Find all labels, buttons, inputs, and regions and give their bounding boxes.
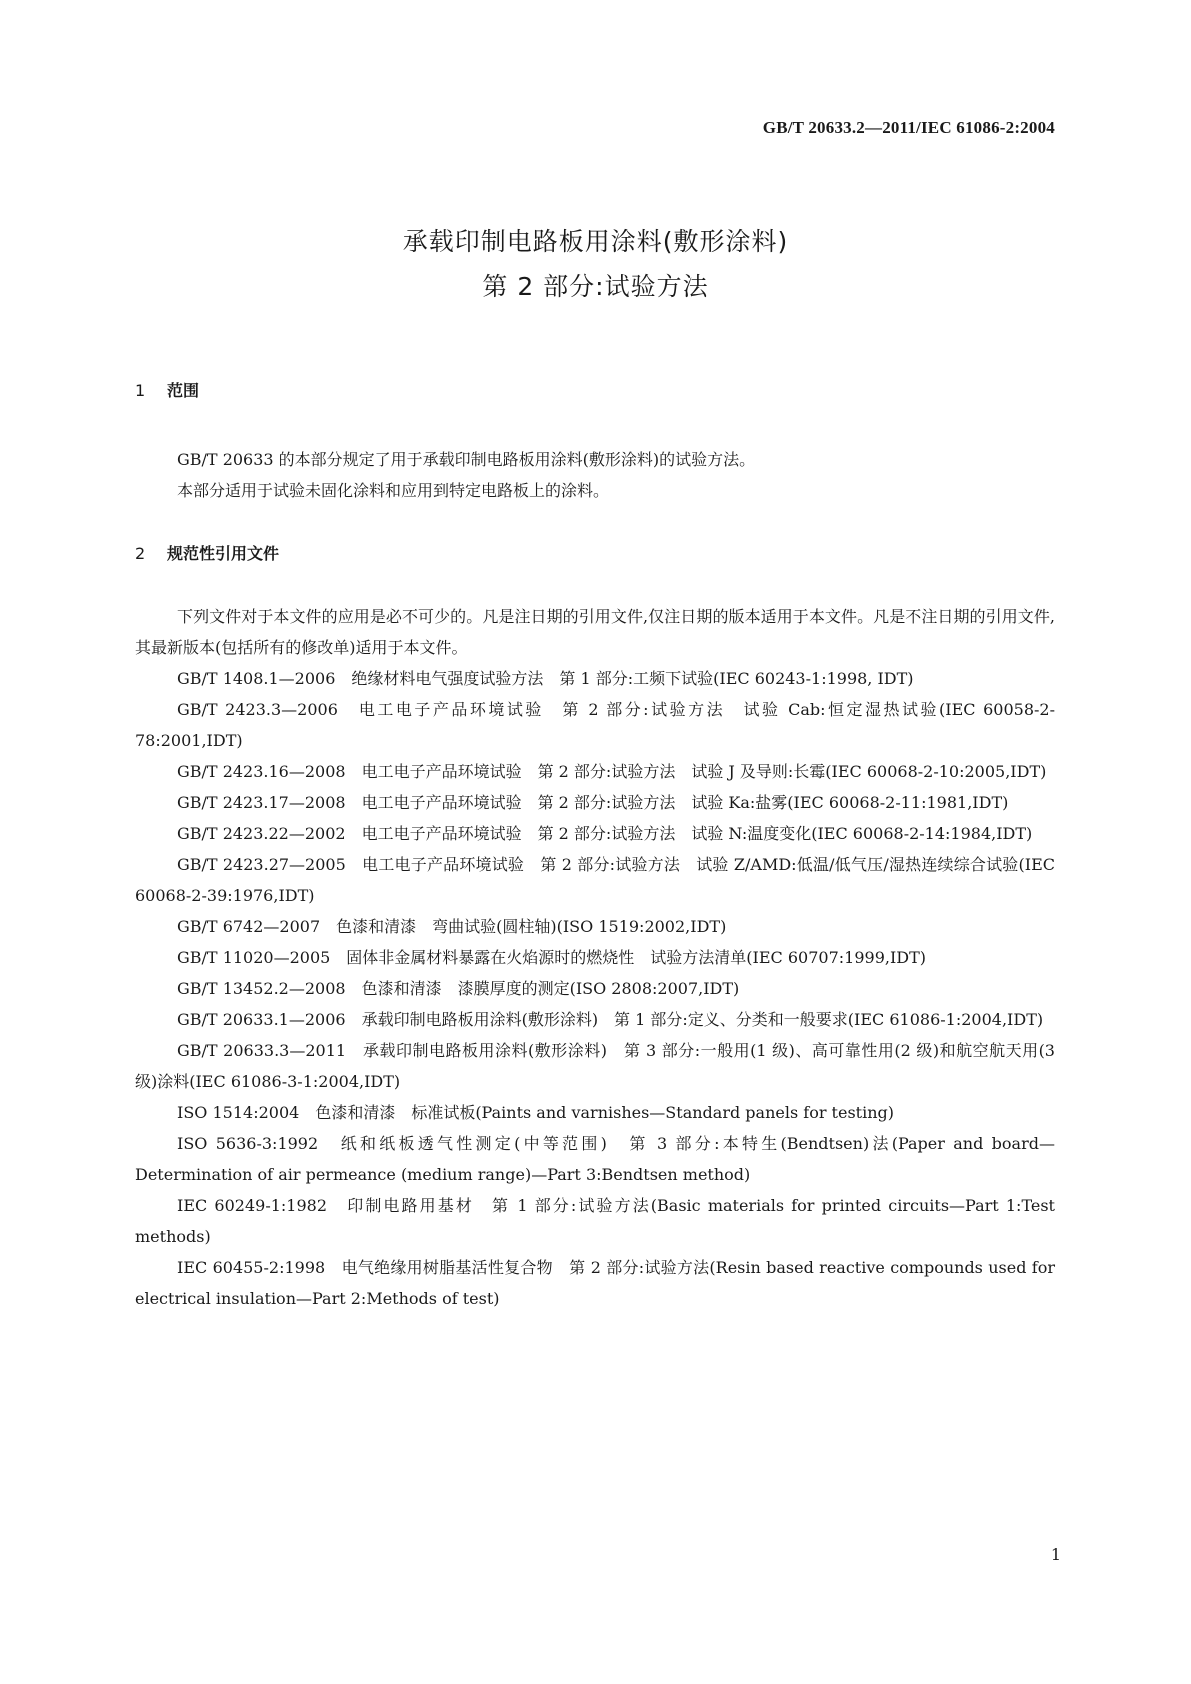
reference-item: GB/T 6742—2007 色漆和清漆 弯曲试验(圆柱轴)(ISO 1519:2002,IDT)	[177, 917, 727, 936]
document-title-line2: 第 2 部分:试验方法	[482, 272, 709, 301]
section-body-scope	[135, 444, 1055, 506]
section-heading-normative-references	[135, 541, 279, 564]
section-title: 规范性引用文件	[167, 544, 280, 563]
reference-item: IEC 60455-2:1998 电气绝缘用树脂基活性复合物 第 2 部分:试验方法(Resin based reactive compounds used for electrical insulation—Part 2:Methods of test)	[135, 1258, 1055, 1308]
section-number: 2	[135, 544, 146, 563]
reference-item: GB/T 2423.22—2002 电工电子产品环境试验 第 2 部分:试验方法 试验 N:温度变化(IEC 60068-2-14:1984,IDT)	[177, 824, 1033, 843]
section-number: 1	[135, 381, 146, 400]
standard-number: GB/T 20633.2—2011/IEC 61086-2:2004	[762, 118, 1055, 137]
reference-item: GB/T 2423.3—2006 电工电子产品环境试验 第 2 部分:试验方法 试验 Cab:恒定湿热试验(IEC 60058-2-78:2001,IDT)	[135, 700, 1055, 750]
page-number: 1	[1050, 1545, 1061, 1564]
reference-item: GB/T 20633.3—2011 承载印制电路板用涂料(敷形涂料) 第 3 部分:一般用(1 级)、高可靠性用(2 级)和航空航天用(3 级)涂料(IEC 61086-3-1:2004,IDT)	[135, 1041, 1055, 1091]
reference-item: GB/T 20633.1—2006 承载印制电路板用涂料(敷形涂料) 第 1 部分:定义、分类和一般要求(IEC 61086-1:2004,IDT)	[177, 1010, 1044, 1029]
paragraph: GB/T 20633 的本部分规定了用于承载印制电路板用涂料(敷形涂料)的试验方法。	[177, 450, 756, 469]
reference-item: ISO 1514:2004 色漆和清漆 标准试板(Paints and varnishes—Standard panels for testing)	[177, 1103, 895, 1122]
reference-item: ISO 5636-3:1992 纸和纸板透气性测定(中等范围) 第 3 部分:本特生(Bendtsen)法(Paper and board—Determination of air permeance (medium range)—Part 3:Bendtsen method)	[135, 1134, 1055, 1184]
section-body-normative-references	[135, 601, 1055, 1314]
section-heading-scope	[135, 378, 199, 401]
reference-item: IEC 60249-1:1982 印制电路用基材 第 1 部分:试验方法(Basic materials for printed circuits—Part 1:Test methods)	[135, 1196, 1055, 1246]
reference-item: GB/T 11020—2005 固体非金属材料暴露在火焰源时的燃烧性 试验方法清单(IEC 60707:1999,IDT)	[177, 948, 927, 967]
reference-item: GB/T 1408.1—2006 绝缘材料电气强度试验方法 第 1 部分:工频下试验(IEC 60243-1:1998, IDT)	[177, 669, 914, 688]
section-title: 范围	[167, 381, 200, 400]
reference-item: GB/T 2423.16—2008 电工电子产品环境试验 第 2 部分:试验方法 试验 J 及导则:长霉(IEC 60068-2-10:2005,IDT)	[177, 762, 1047, 781]
reference-item: GB/T 13452.2—2008 色漆和清漆 漆膜厚度的测定(ISO 2808:2007,IDT)	[177, 979, 740, 998]
reference-item: GB/T 2423.17—2008 电工电子产品环境试验 第 2 部分:试验方法 试验 Ka:盐雾(IEC 60068-2-11:1981,IDT)	[177, 793, 1009, 812]
paragraph-intro: 下列文件对于本文件的应用是必不可少的。凡是注日期的引用文件,仅注日期的版本适用于本文件。凡是不注日期的引用文件,其最新版本(包括所有的修改单)适用于本文件。	[135, 607, 1055, 657]
document-title-line1: 承载印制电路板用涂料(敷形涂料)	[402, 227, 789, 256]
paragraph: 本部分适用于试验未固化涂料和应用到特定电路板上的涂料。	[177, 481, 610, 500]
reference-item: GB/T 2423.27—2005 电工电子产品环境试验 第 2 部分:试验方法 试验 Z/AMD:低温/低气压/湿热连续综合试验(IEC 60068-2-39:1976,IDT)	[135, 855, 1055, 905]
